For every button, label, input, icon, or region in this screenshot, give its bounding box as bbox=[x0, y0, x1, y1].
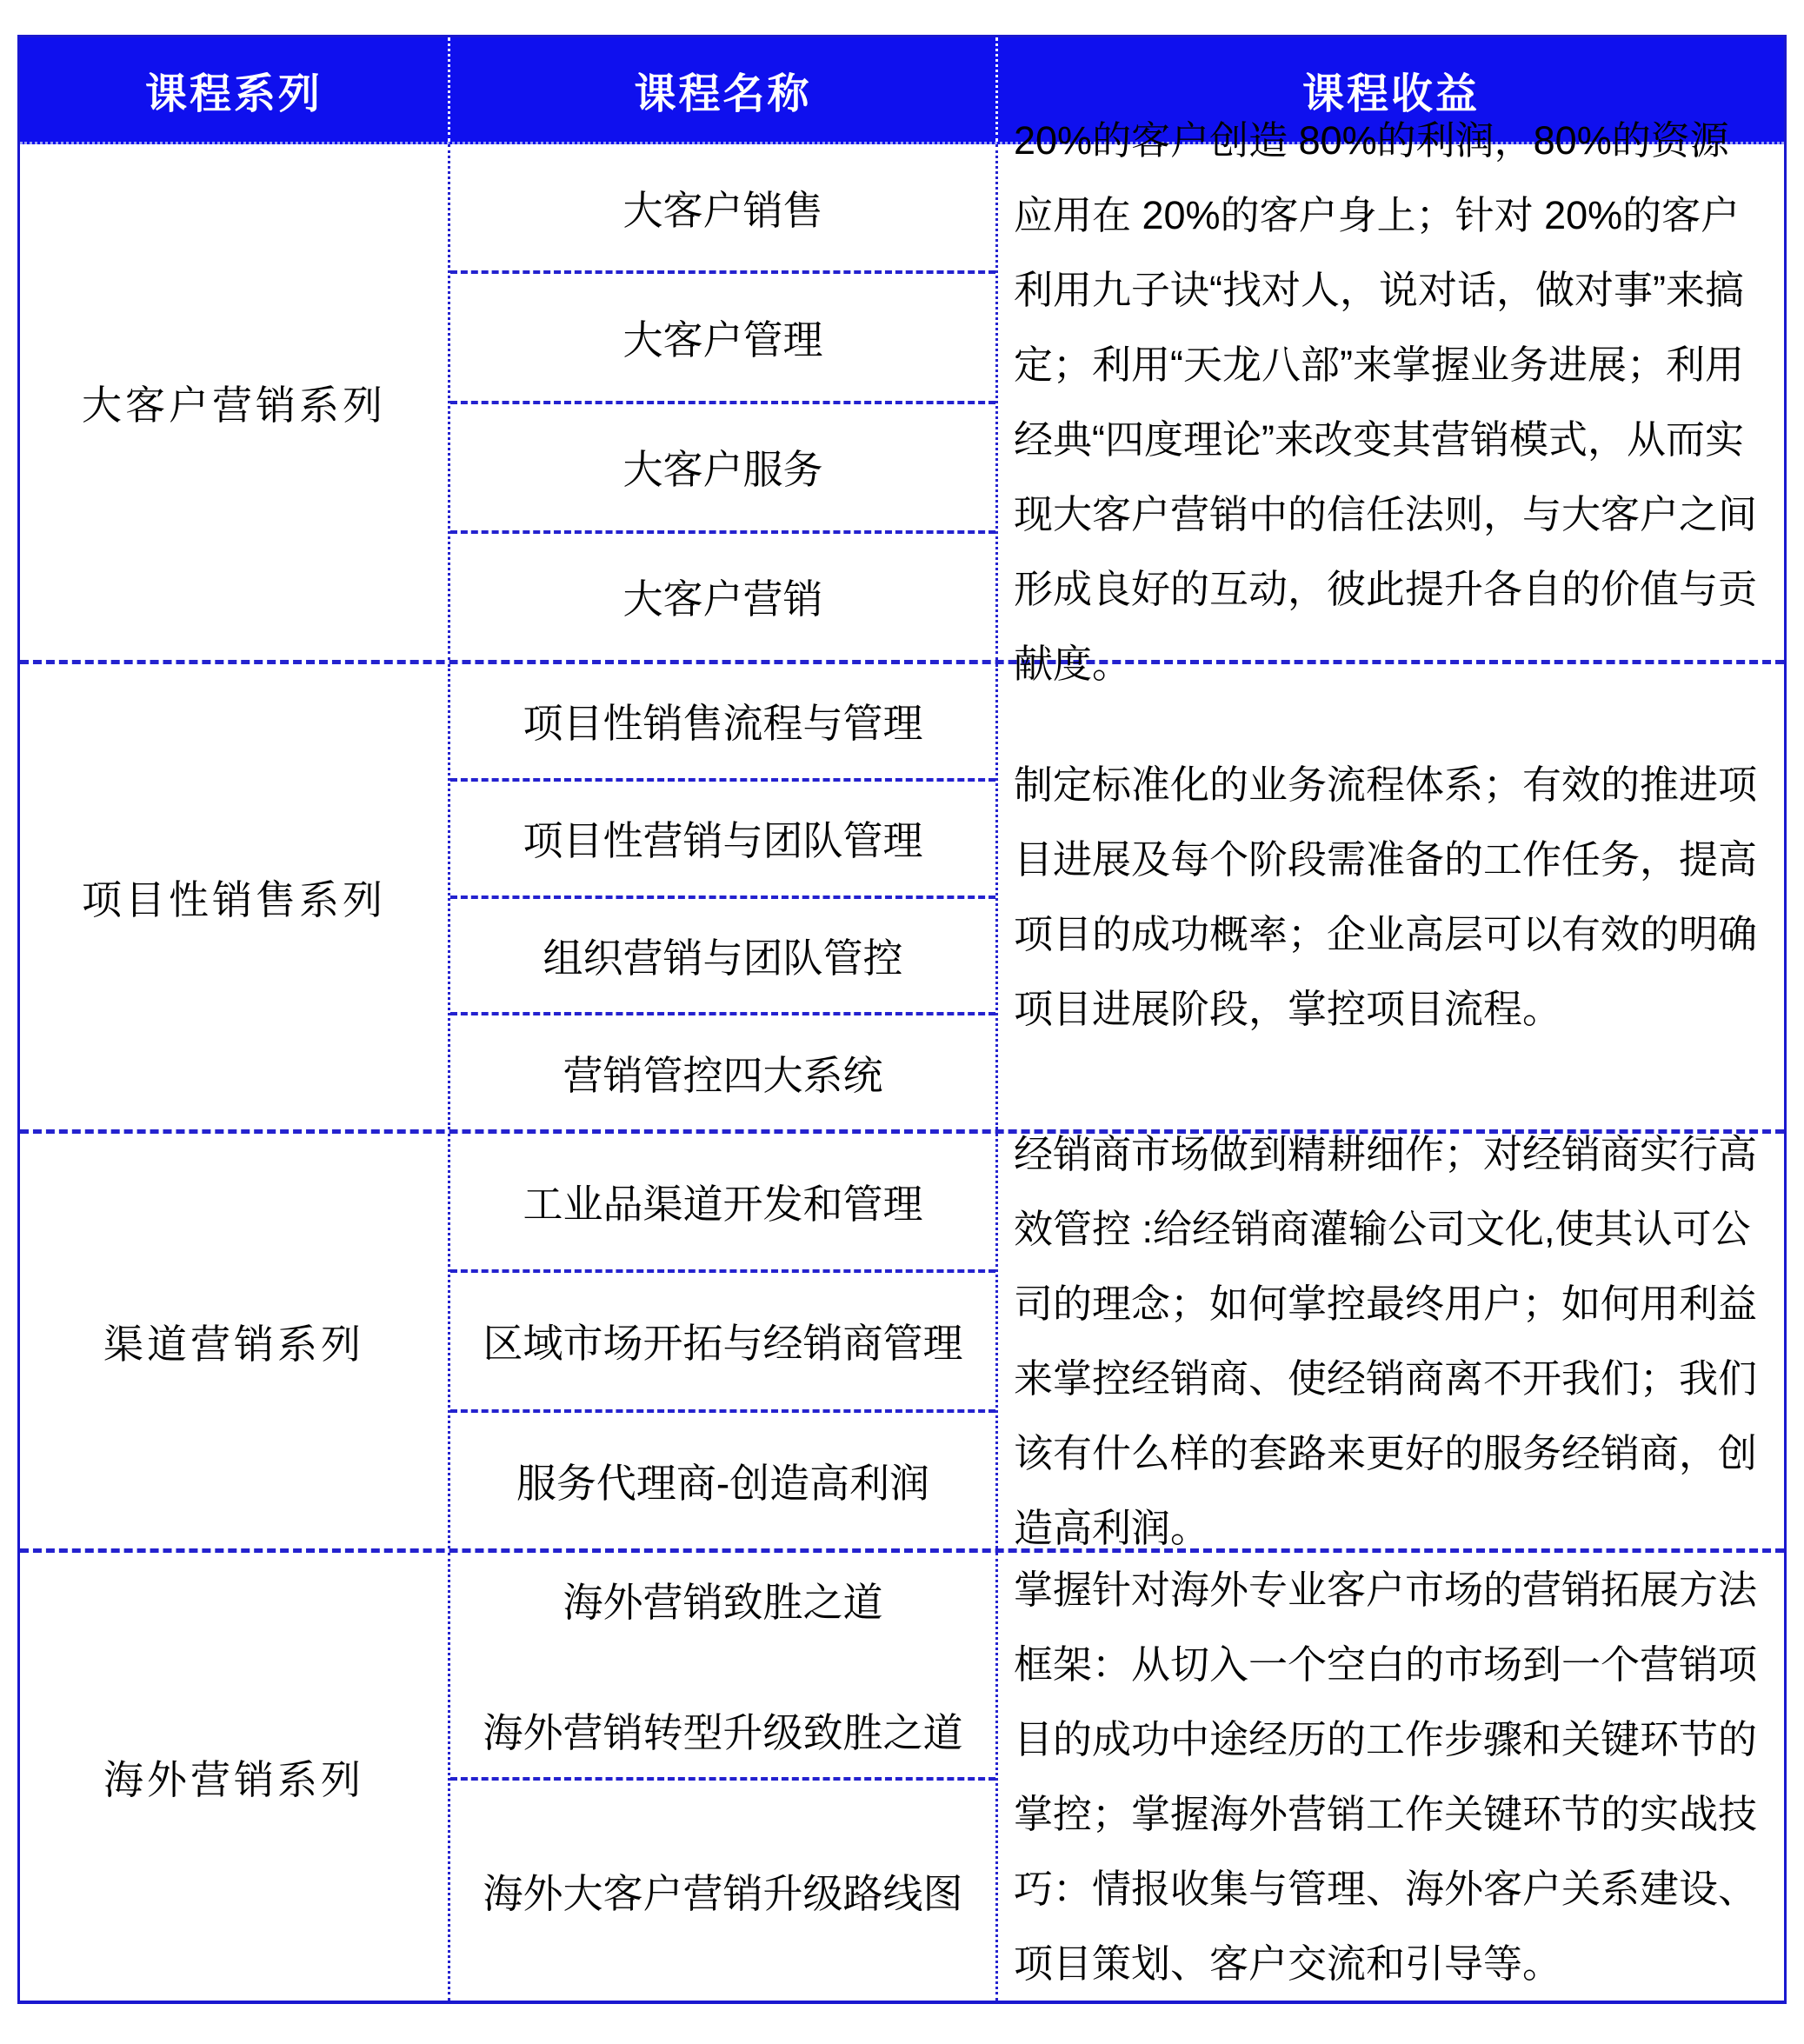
course-cell: 工业品渠道开发和管理 bbox=[450, 1134, 995, 1273]
group-row-channel-marketing bbox=[20, 1131, 1784, 1553]
series-cell: 海外营销系列 bbox=[20, 1553, 450, 2001]
benefit-text: 制定标准化的业务流程体系；有效的推进项目进展及每个阶段需准备的工作任务，提高项目的成功概率；企业高层可以有效的明确项目进展阶段，掌控项目流程。 bbox=[1014, 762, 1758, 1031]
course-list bbox=[450, 1553, 998, 2001]
header-cell-benefit: 课程收益 bbox=[1301, 70, 1480, 117]
group-row-key-account bbox=[20, 117, 1784, 686]
benefit-text: 20%的客户创造 80%的利润，80%的资源应用在 20%的客户身上；针对 20%的客户利用九子诀“找对人，说对话，做对事”来搞定；利用“天龙八部”来掌握业务进展；利用经典“四度理论”来改变其营销模式，从而实现大客户营销中的信任法则，与大客户之间形成良好的互动，彼此提升各自的价值与贡献度。 bbox=[1014, 117, 1758, 686]
course-cell bbox=[450, 1553, 995, 1781]
benefit-cell bbox=[998, 1553, 1784, 2001]
benefit-cell bbox=[998, 664, 1784, 1129]
course-cell: 组织营销与团队管控 bbox=[450, 899, 995, 1016]
course-cell: 营销管控四大系统 bbox=[563, 1052, 883, 1098]
course-table bbox=[17, 35, 1787, 2004]
course-line: 海外营销转型升级致胜之道 bbox=[483, 1710, 963, 1755]
course-list bbox=[450, 664, 998, 1129]
course-cell: 项目性营销与团队管理 bbox=[450, 782, 995, 899]
course-cell: 项目性销售流程与管理 bbox=[450, 664, 995, 782]
header-cell-name: 课程名称 bbox=[450, 37, 998, 142]
course-cell: 大客户管理 bbox=[450, 274, 995, 403]
benefit-cell bbox=[998, 117, 1784, 686]
header-cell-series: 课程系列 bbox=[20, 37, 450, 142]
course-list bbox=[450, 144, 998, 660]
course-cell: 服务代理商-创造高利润 bbox=[516, 1460, 930, 1506]
course-list bbox=[450, 1134, 998, 1548]
course-cell: 海外大客户营销升级路线图 bbox=[483, 1870, 963, 1916]
series-cell: 大客户营销系列 bbox=[20, 144, 450, 660]
series-cell: 项目性销售系列 bbox=[20, 664, 450, 1129]
group-row-overseas-marketing bbox=[20, 1553, 1784, 2001]
course-cell: 大客户服务 bbox=[450, 404, 995, 534]
benefit-text: 掌握针对海外专业客户市场的营销拓展方法框架：从切入一个空白的市场到一个营销项目的成功中途经历的工作步骤和关键环节的掌控；掌握海外营销工作关键环节的实战技巧：情报收集与管理、海外客户关系建设、项目策划、客户交流和引导等。 bbox=[1014, 1567, 1758, 1986]
benefit-cell bbox=[998, 1131, 1784, 1550]
course-line: 海外营销致胜之道 bbox=[563, 1580, 883, 1625]
course-cell: 区域市场开拓与经销商管理 bbox=[450, 1273, 995, 1412]
course-cell: 大客户销售 bbox=[450, 144, 995, 274]
course-cell: 大客户营销 bbox=[622, 576, 823, 623]
series-cell: 渠道营销系列 bbox=[20, 1134, 450, 1548]
group-row-project-sales bbox=[20, 664, 1784, 1134]
benefit-text: 经销商市场做到精耕细作；对经销商实行高效管控 :给经销商灌输公司文化,使其认可公司的理念；如何掌控最终用户；如何用利益来掌控经销商、使经销商离不开我们；我们该有什么样的套路来更好的服务经销商，创造高利润。 bbox=[1014, 1131, 1758, 1550]
